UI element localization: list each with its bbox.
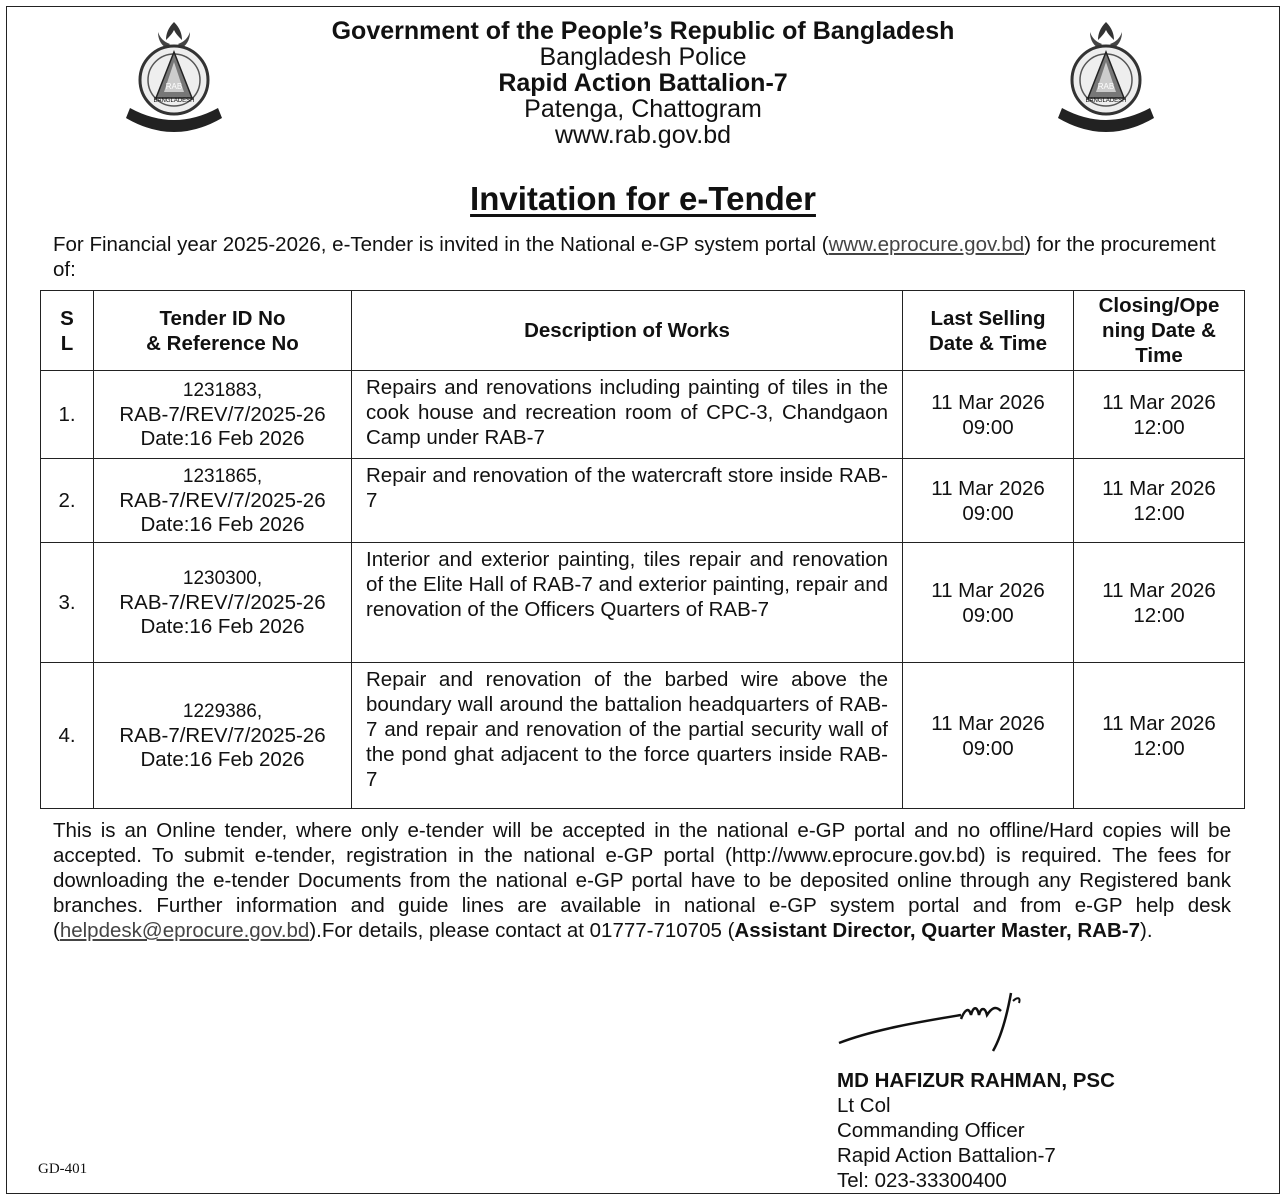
- reference-date: Date:16 Feb 2026: [140, 426, 305, 450]
- cell-tender-id: [94, 663, 352, 809]
- unit-name: Rapid Action Battalion-7: [498, 69, 788, 97]
- closing-date: 11 Mar 2026: [1102, 390, 1216, 414]
- last-selling-time: 09:00: [962, 501, 1014, 525]
- svg-text:BANGLADESH: BANGLADESH: [1085, 98, 1127, 104]
- cell-closing: [1074, 663, 1245, 809]
- letterhead: [0, 18, 1286, 148]
- last-selling-date: 11 Mar 2026: [931, 578, 1045, 602]
- cell-sl: 4.: [41, 663, 94, 809]
- cell-tender-id: [94, 371, 352, 459]
- reference-date: Date:16 Feb 2026: [140, 512, 305, 536]
- cell-description: Repair and renovation of the watercraft store inside RAB-7: [352, 459, 903, 543]
- table-row: [41, 663, 1245, 809]
- contact-text: ).For details, please contact at 01777-710705 (: [309, 919, 735, 942]
- svg-text:BANGLADESH: BANGLADESH: [153, 98, 195, 104]
- cell-sl: 1.: [41, 371, 94, 459]
- cell-last-selling: [903, 371, 1074, 459]
- table-row: [41, 459, 1245, 543]
- reference-date: Date:16 Feb 2026: [140, 614, 305, 638]
- tender-id: 1229386,: [182, 700, 263, 722]
- cell-description: Interior and exterior painting, tiles repair and renovation of the Elite Hall of RAB-7 and exterior painting, repair and renovation of the Officers Quarters of RAB-7: [352, 543, 903, 663]
- helpdesk-email-link[interactable]: helpdesk@eprocure.gov.bd: [59, 919, 310, 942]
- cell-tender-id: [94, 543, 352, 663]
- closing-date: 11 Mar 2026: [1102, 711, 1216, 735]
- last-selling-time: 09:00: [962, 415, 1014, 439]
- header-closing: Closing/Ope ning Date & Time: [1074, 291, 1245, 371]
- closing-time: 12:00: [1133, 501, 1185, 525]
- last-selling-date: 11 Mar 2026: [931, 390, 1045, 414]
- cell-description: Repair and renovation of the barbed wire above the boundary wall around the battalion headquarters of RAB-7 and repair and renovation of the partial security wall of the pond ghat adjacent to the force quarters inside RAB-7: [352, 663, 903, 809]
- table-header-row: [41, 291, 1245, 371]
- intro-text: For Financial year 2025-2026, e-Tender is invited in the National e-GP system portal (: [53, 233, 829, 256]
- tender-id: 1230300,: [182, 567, 263, 589]
- intro-text-end: ) for the procurement of:: [53, 233, 1216, 281]
- last-selling-date: 11 Mar 2026: [931, 711, 1045, 735]
- header-description: Description of Works: [352, 291, 903, 371]
- intro-paragraph: [53, 232, 1233, 282]
- header-sl: S L: [41, 291, 94, 371]
- document-code: GD-401: [38, 1161, 88, 1177]
- table-row: [41, 371, 1245, 459]
- cell-description: Repairs and renovations including painting of tiles in the cook house and recreation room of CPC-3, Chandgaon Camp under RAB-7: [352, 371, 903, 459]
- last-selling-time: 09:00: [962, 603, 1014, 627]
- header-tender-id: Tender ID No & Reference No: [94, 291, 352, 371]
- header-last-selling: Last Selling Date & Time: [903, 291, 1074, 371]
- svg-text:RAB: RAB: [165, 82, 183, 91]
- instructions-paragraph: [53, 818, 1231, 943]
- closing-date: 11 Mar 2026: [1102, 578, 1216, 602]
- last-selling-date: 11 Mar 2026: [931, 476, 1045, 500]
- signatory-rank: Lt Col: [837, 1094, 891, 1117]
- closing-time: 12:00: [1133, 603, 1185, 627]
- svg-text:RAB: RAB: [1097, 82, 1115, 91]
- cell-closing: [1074, 459, 1245, 543]
- closing-time: 12:00: [1133, 736, 1185, 760]
- government-heading: Government of the People’s Republic of Bangladesh: [331, 17, 955, 45]
- cell-sl: 3.: [41, 543, 94, 663]
- signatory-post: Commanding Officer: [837, 1119, 1025, 1142]
- tender-table: [40, 290, 1245, 809]
- instructions-text: This is an Online tender, where only e-tender will be accepted in the national e-GP portal and no offline/Hard copies will be accepted. To submit e-tender, registration in the national e-GP portal (http://www.eprocure.gov.bd) is required. The fees for downloading the e-tender Documents from the national e-GP portal have to be deposited online through any Registered bank branches. Further information and guide lines are available in national e-GP system portal and from e-GP help desk (: [53, 819, 1231, 942]
- website-link[interactable]: www.rab.gov.bd: [554, 121, 731, 149]
- closing-time: 12:00: [1133, 415, 1185, 439]
- contact-person: Assistant Director, Quarter Master, RAB-7: [734, 919, 1140, 942]
- cell-last-selling: [903, 543, 1074, 663]
- reference-no: RAB-7/REV/7/2025-26: [119, 488, 326, 512]
- signatory-name: MD HAFIZUR RAHMAN, PSC: [837, 1069, 1115, 1092]
- cell-sl: 2.: [41, 459, 94, 543]
- table-row: [41, 543, 1245, 663]
- cell-closing: [1074, 543, 1245, 663]
- signatory-unit: Rapid Action Battalion-7: [837, 1144, 1056, 1167]
- page-title: Invitation for e-Tender: [470, 180, 816, 217]
- tender-id: 1231865,: [182, 465, 263, 487]
- tender-id: 1231883,: [182, 379, 263, 401]
- signature-icon: [835, 985, 1035, 1055]
- unit-location: Patenga, Chattogram: [524, 95, 762, 123]
- cell-last-selling: [903, 459, 1074, 543]
- contact-text-end: ).: [1140, 919, 1153, 942]
- last-selling-time: 09:00: [962, 736, 1014, 760]
- cell-tender-id: [94, 459, 352, 543]
- cell-last-selling: [903, 663, 1074, 809]
- signatory-tel: Tel: 023-33300400: [837, 1169, 1007, 1192]
- reference-date: Date:16 Feb 2026: [140, 747, 305, 771]
- reference-no: RAB-7/REV/7/2025-26: [119, 723, 326, 747]
- signatory-block: [837, 1068, 1115, 1193]
- reference-no: RAB-7/REV/7/2025-26: [119, 590, 326, 614]
- closing-date: 11 Mar 2026: [1102, 476, 1216, 500]
- cell-closing: [1074, 371, 1245, 459]
- reference-no: RAB-7/REV/7/2025-26: [119, 402, 326, 426]
- eprocure-link[interactable]: www.eprocure.gov.bd: [828, 233, 1025, 256]
- department-name: Bangladesh Police: [539, 43, 747, 71]
